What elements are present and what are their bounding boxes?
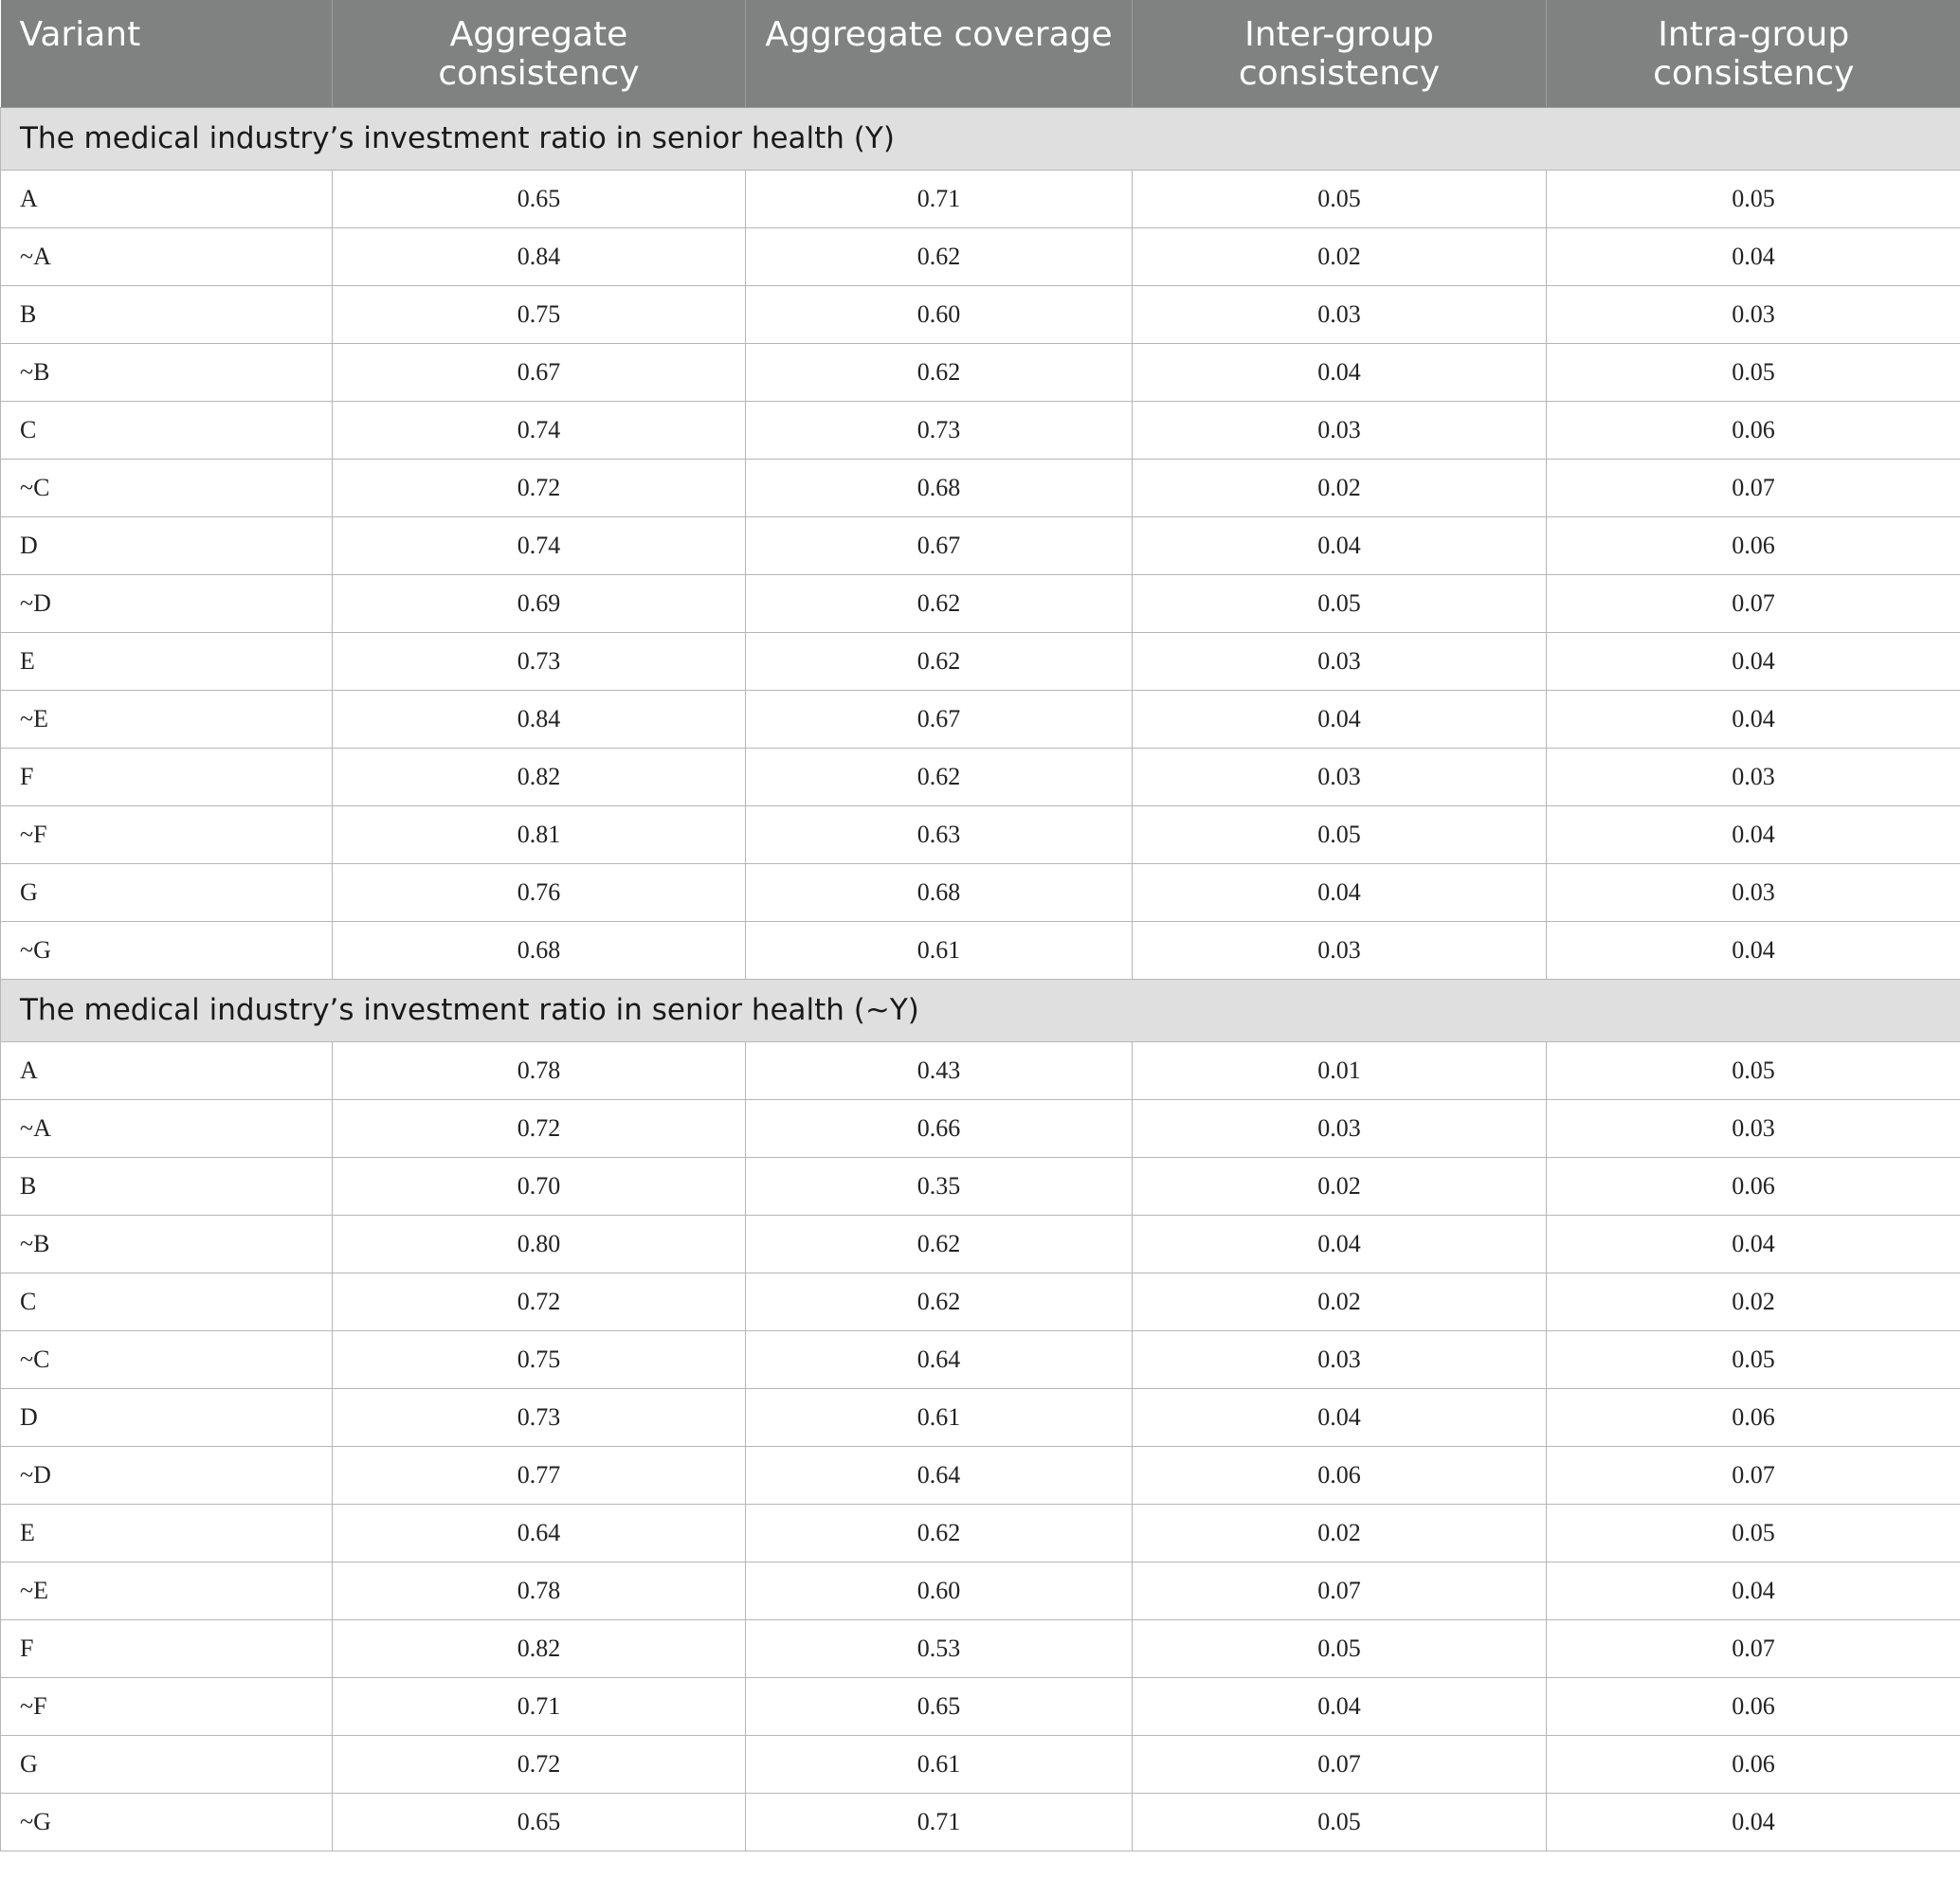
table-row [1,632,1960,690]
inter-group-consistency-cell: 0.02 [1133,1273,1547,1330]
variant-cell: D [1,1388,333,1446]
variant-cell: ~C [1,1330,333,1388]
aggregate-coverage-cell: 0.62 [746,1504,1133,1562]
table-body [1,107,1960,1851]
aggregate-consistency-cell: 0.70 [333,1157,746,1215]
inter-group-consistency-cell: 0.01 [1133,1041,1547,1099]
intra-group-consistency-cell: 0.04 [1547,632,1960,690]
aggregate-consistency-cell: 0.84 [333,227,746,285]
inter-group-consistency-cell: 0.05 [1133,1619,1547,1677]
variant-cell: F [1,1619,333,1677]
inter-group-consistency-cell: 0.02 [1133,1157,1547,1215]
table-row [1,1562,1960,1619]
aggregate-consistency-cell: 0.72 [333,1273,746,1330]
aggregate-coverage-cell: 0.63 [746,805,1133,863]
aggregate-coverage-cell: 0.53 [746,1619,1133,1677]
table-row [1,805,1960,863]
aggregate-consistency-cell: 0.67 [333,343,746,401]
aggregate-consistency-cell: 0.65 [333,170,746,227]
intra-group-consistency-cell: 0.02 [1547,1273,1960,1330]
intra-group-consistency-cell: 0.05 [1547,1330,1960,1388]
inter-group-consistency-cell: 0.07 [1133,1735,1547,1793]
variant-cell: E [1,1504,333,1562]
intra-group-consistency-cell: 0.07 [1547,1619,1960,1677]
inter-group-consistency-cell: 0.02 [1133,459,1547,516]
variant-cell: C [1,401,333,459]
aggregate-coverage-cell: 0.61 [746,1735,1133,1793]
intra-group-consistency-cell: 0.04 [1547,1215,1960,1273]
table-row [1,1330,1960,1388]
inter-group-consistency-cell: 0.04 [1133,516,1547,574]
header-row [1,0,1960,107]
table-row [1,1793,1960,1851]
aggregate-consistency-cell: 0.75 [333,1330,746,1388]
variant-cell: G [1,863,333,921]
aggregate-consistency-cell: 0.74 [333,401,746,459]
aggregate-consistency-cell: 0.73 [333,1388,746,1446]
intra-group-consistency-cell: 0.07 [1547,459,1960,516]
section-title: The medical industry’s investment ratio in senior health (~Y) [1,979,1960,1041]
aggregate-coverage-cell: 0.62 [746,632,1133,690]
aggregate-coverage-cell: 0.67 [746,690,1133,748]
table-row [1,1215,1960,1273]
intra-group-consistency-cell: 0.04 [1547,227,1960,285]
aggregate-coverage-cell: 0.68 [746,459,1133,516]
aggregate-coverage-cell: 0.64 [746,1446,1133,1504]
aggregate-consistency-cell: 0.82 [333,748,746,805]
header-inter-group-consistency: Inter-group consistency [1133,0,1547,107]
aggregate-coverage-cell: 0.65 [746,1677,1133,1735]
intra-group-consistency-cell: 0.03 [1547,1099,1960,1157]
inter-group-consistency-cell: 0.03 [1133,1099,1547,1157]
variant-cell: ~G [1,1793,333,1851]
intra-group-consistency-cell: 0.06 [1547,516,1960,574]
aggregate-coverage-cell: 0.62 [746,1273,1133,1330]
aggregate-consistency-cell: 0.76 [333,863,746,921]
table-row [1,574,1960,632]
table-row [1,1388,1960,1446]
table-row [1,1157,1960,1215]
aggregate-coverage-cell: 0.62 [746,227,1133,285]
aggregate-coverage-cell: 0.68 [746,863,1133,921]
table-row [1,343,1960,401]
aggregate-coverage-cell: 0.61 [746,1388,1133,1446]
header-aggregate-consistency: Aggregate consistency [333,0,746,107]
aggregate-consistency-cell: 0.69 [333,574,746,632]
aggregate-coverage-cell: 0.71 [746,1793,1133,1851]
inter-group-consistency-cell: 0.05 [1133,574,1547,632]
intra-group-consistency-cell: 0.04 [1547,690,1960,748]
intra-group-consistency-cell: 0.05 [1547,1041,1960,1099]
intra-group-consistency-cell: 0.04 [1547,921,1960,979]
aggregate-consistency-cell: 0.74 [333,516,746,574]
inter-group-consistency-cell: 0.04 [1133,343,1547,401]
table-row [1,1504,1960,1562]
aggregate-coverage-cell: 0.62 [746,1215,1133,1273]
intra-group-consistency-cell: 0.04 [1547,805,1960,863]
variant-cell: A [1,170,333,227]
intra-group-consistency-cell: 0.04 [1547,1793,1960,1851]
aggregate-coverage-cell: 0.64 [746,1330,1133,1388]
table-row [1,1619,1960,1677]
table-row [1,863,1960,921]
intra-group-consistency-cell: 0.06 [1547,1677,1960,1735]
intra-group-consistency-cell: 0.04 [1547,1562,1960,1619]
aggregate-consistency-cell: 0.75 [333,285,746,343]
inter-group-consistency-cell: 0.03 [1133,401,1547,459]
variant-cell: ~G [1,921,333,979]
aggregate-coverage-cell: 0.66 [746,1099,1133,1157]
table-row [1,516,1960,574]
inter-group-consistency-cell: 0.03 [1133,632,1547,690]
table-row [1,285,1960,343]
variant-cell: ~A [1,1099,333,1157]
aggregate-coverage-cell: 0.60 [746,1562,1133,1619]
table-row [1,1273,1960,1330]
variant-cell: C [1,1273,333,1330]
intra-group-consistency-cell: 0.05 [1547,343,1960,401]
aggregate-consistency-cell: 0.72 [333,1735,746,1793]
table-row [1,227,1960,285]
aggregate-coverage-cell: 0.71 [746,170,1133,227]
table-row [1,1099,1960,1157]
aggregate-coverage-cell: 0.73 [746,401,1133,459]
inter-group-consistency-cell: 0.04 [1133,690,1547,748]
variant-cell: D [1,516,333,574]
variant-cell: G [1,1735,333,1793]
table-row [1,1735,1960,1793]
inter-group-consistency-cell: 0.02 [1133,227,1547,285]
table-row [1,401,1960,459]
inter-group-consistency-cell: 0.04 [1133,863,1547,921]
variant-cell: ~F [1,805,333,863]
variant-cell: A [1,1041,333,1099]
header-aggregate-coverage: Aggregate coverage [746,0,1133,107]
inter-group-consistency-cell: 0.03 [1133,921,1547,979]
variant-cell: ~B [1,1215,333,1273]
section-header-row [1,979,1960,1041]
aggregate-coverage-cell: 0.67 [746,516,1133,574]
inter-group-consistency-cell: 0.04 [1133,1215,1547,1273]
variant-cell: ~C [1,459,333,516]
aggregate-consistency-cell: 0.73 [333,632,746,690]
aggregate-coverage-cell: 0.35 [746,1157,1133,1215]
aggregate-consistency-cell: 0.84 [333,690,746,748]
table-row [1,1677,1960,1735]
inter-group-consistency-cell: 0.07 [1133,1562,1547,1619]
inter-group-consistency-cell: 0.05 [1133,805,1547,863]
intra-group-consistency-cell: 0.03 [1547,863,1960,921]
intra-group-consistency-cell: 0.05 [1547,170,1960,227]
variant-cell: F [1,748,333,805]
aggregate-consistency-cell: 0.64 [333,1504,746,1562]
inter-group-consistency-cell: 0.03 [1133,1330,1547,1388]
inter-group-consistency-cell: 0.03 [1133,285,1547,343]
table-row [1,1446,1960,1504]
table-row [1,690,1960,748]
intra-group-consistency-cell: 0.03 [1547,285,1960,343]
aggregate-consistency-cell: 0.68 [333,921,746,979]
table-row [1,748,1960,805]
variant-cell: ~E [1,1562,333,1619]
aggregate-consistency-cell: 0.77 [333,1446,746,1504]
intra-group-consistency-cell: 0.03 [1547,748,1960,805]
header-variant: Variant [1,0,333,107]
aggregate-coverage-cell: 0.62 [746,343,1133,401]
aggregate-coverage-cell: 0.43 [746,1041,1133,1099]
intra-group-consistency-cell: 0.06 [1547,1735,1960,1793]
aggregate-consistency-cell: 0.80 [333,1215,746,1273]
aggregate-coverage-cell: 0.60 [746,285,1133,343]
variant-cell: ~F [1,1677,333,1735]
table-row [1,1041,1960,1099]
inter-group-consistency-cell: 0.05 [1133,170,1547,227]
inter-group-consistency-cell: 0.06 [1133,1446,1547,1504]
variant-cell: B [1,1157,333,1215]
inter-group-consistency-cell: 0.03 [1133,748,1547,805]
aggregate-coverage-cell: 0.62 [746,574,1133,632]
header-intra-group-consistency: Intra-group consistency [1547,0,1960,107]
table-row [1,459,1960,516]
aggregate-consistency-cell: 0.65 [333,1793,746,1851]
section-title: The medical industry’s investment ratio in senior health (Y) [1,107,1960,170]
variant-cell: ~E [1,690,333,748]
table-row [1,170,1960,227]
inter-group-consistency-cell: 0.04 [1133,1388,1547,1446]
variant-cell: ~D [1,574,333,632]
intra-group-consistency-cell: 0.07 [1547,574,1960,632]
intra-group-consistency-cell: 0.05 [1547,1504,1960,1562]
inter-group-consistency-cell: 0.02 [1133,1504,1547,1562]
aggregate-consistency-cell: 0.82 [333,1619,746,1677]
aggregate-consistency-cell: 0.78 [333,1562,746,1619]
table-row [1,921,1960,979]
intra-group-consistency-cell: 0.07 [1547,1446,1960,1504]
variant-cell: ~D [1,1446,333,1504]
inter-group-consistency-cell: 0.04 [1133,1677,1547,1735]
variant-cell: ~A [1,227,333,285]
section-header-row [1,107,1960,170]
inter-group-consistency-cell: 0.05 [1133,1793,1547,1851]
intra-group-consistency-cell: 0.06 [1547,1157,1960,1215]
intra-group-consistency-cell: 0.06 [1547,401,1960,459]
variant-cell: ~B [1,343,333,401]
aggregate-consistency-cell: 0.81 [333,805,746,863]
variant-cell: B [1,285,333,343]
intra-group-consistency-cell: 0.06 [1547,1388,1960,1446]
aggregate-coverage-cell: 0.62 [746,748,1133,805]
aggregate-consistency-cell: 0.71 [333,1677,746,1735]
variant-cell: E [1,632,333,690]
aggregate-consistency-cell: 0.72 [333,1099,746,1157]
aggregate-coverage-cell: 0.61 [746,921,1133,979]
aggregate-consistency-cell: 0.72 [333,459,746,516]
aggregate-consistency-cell: 0.78 [333,1041,746,1099]
